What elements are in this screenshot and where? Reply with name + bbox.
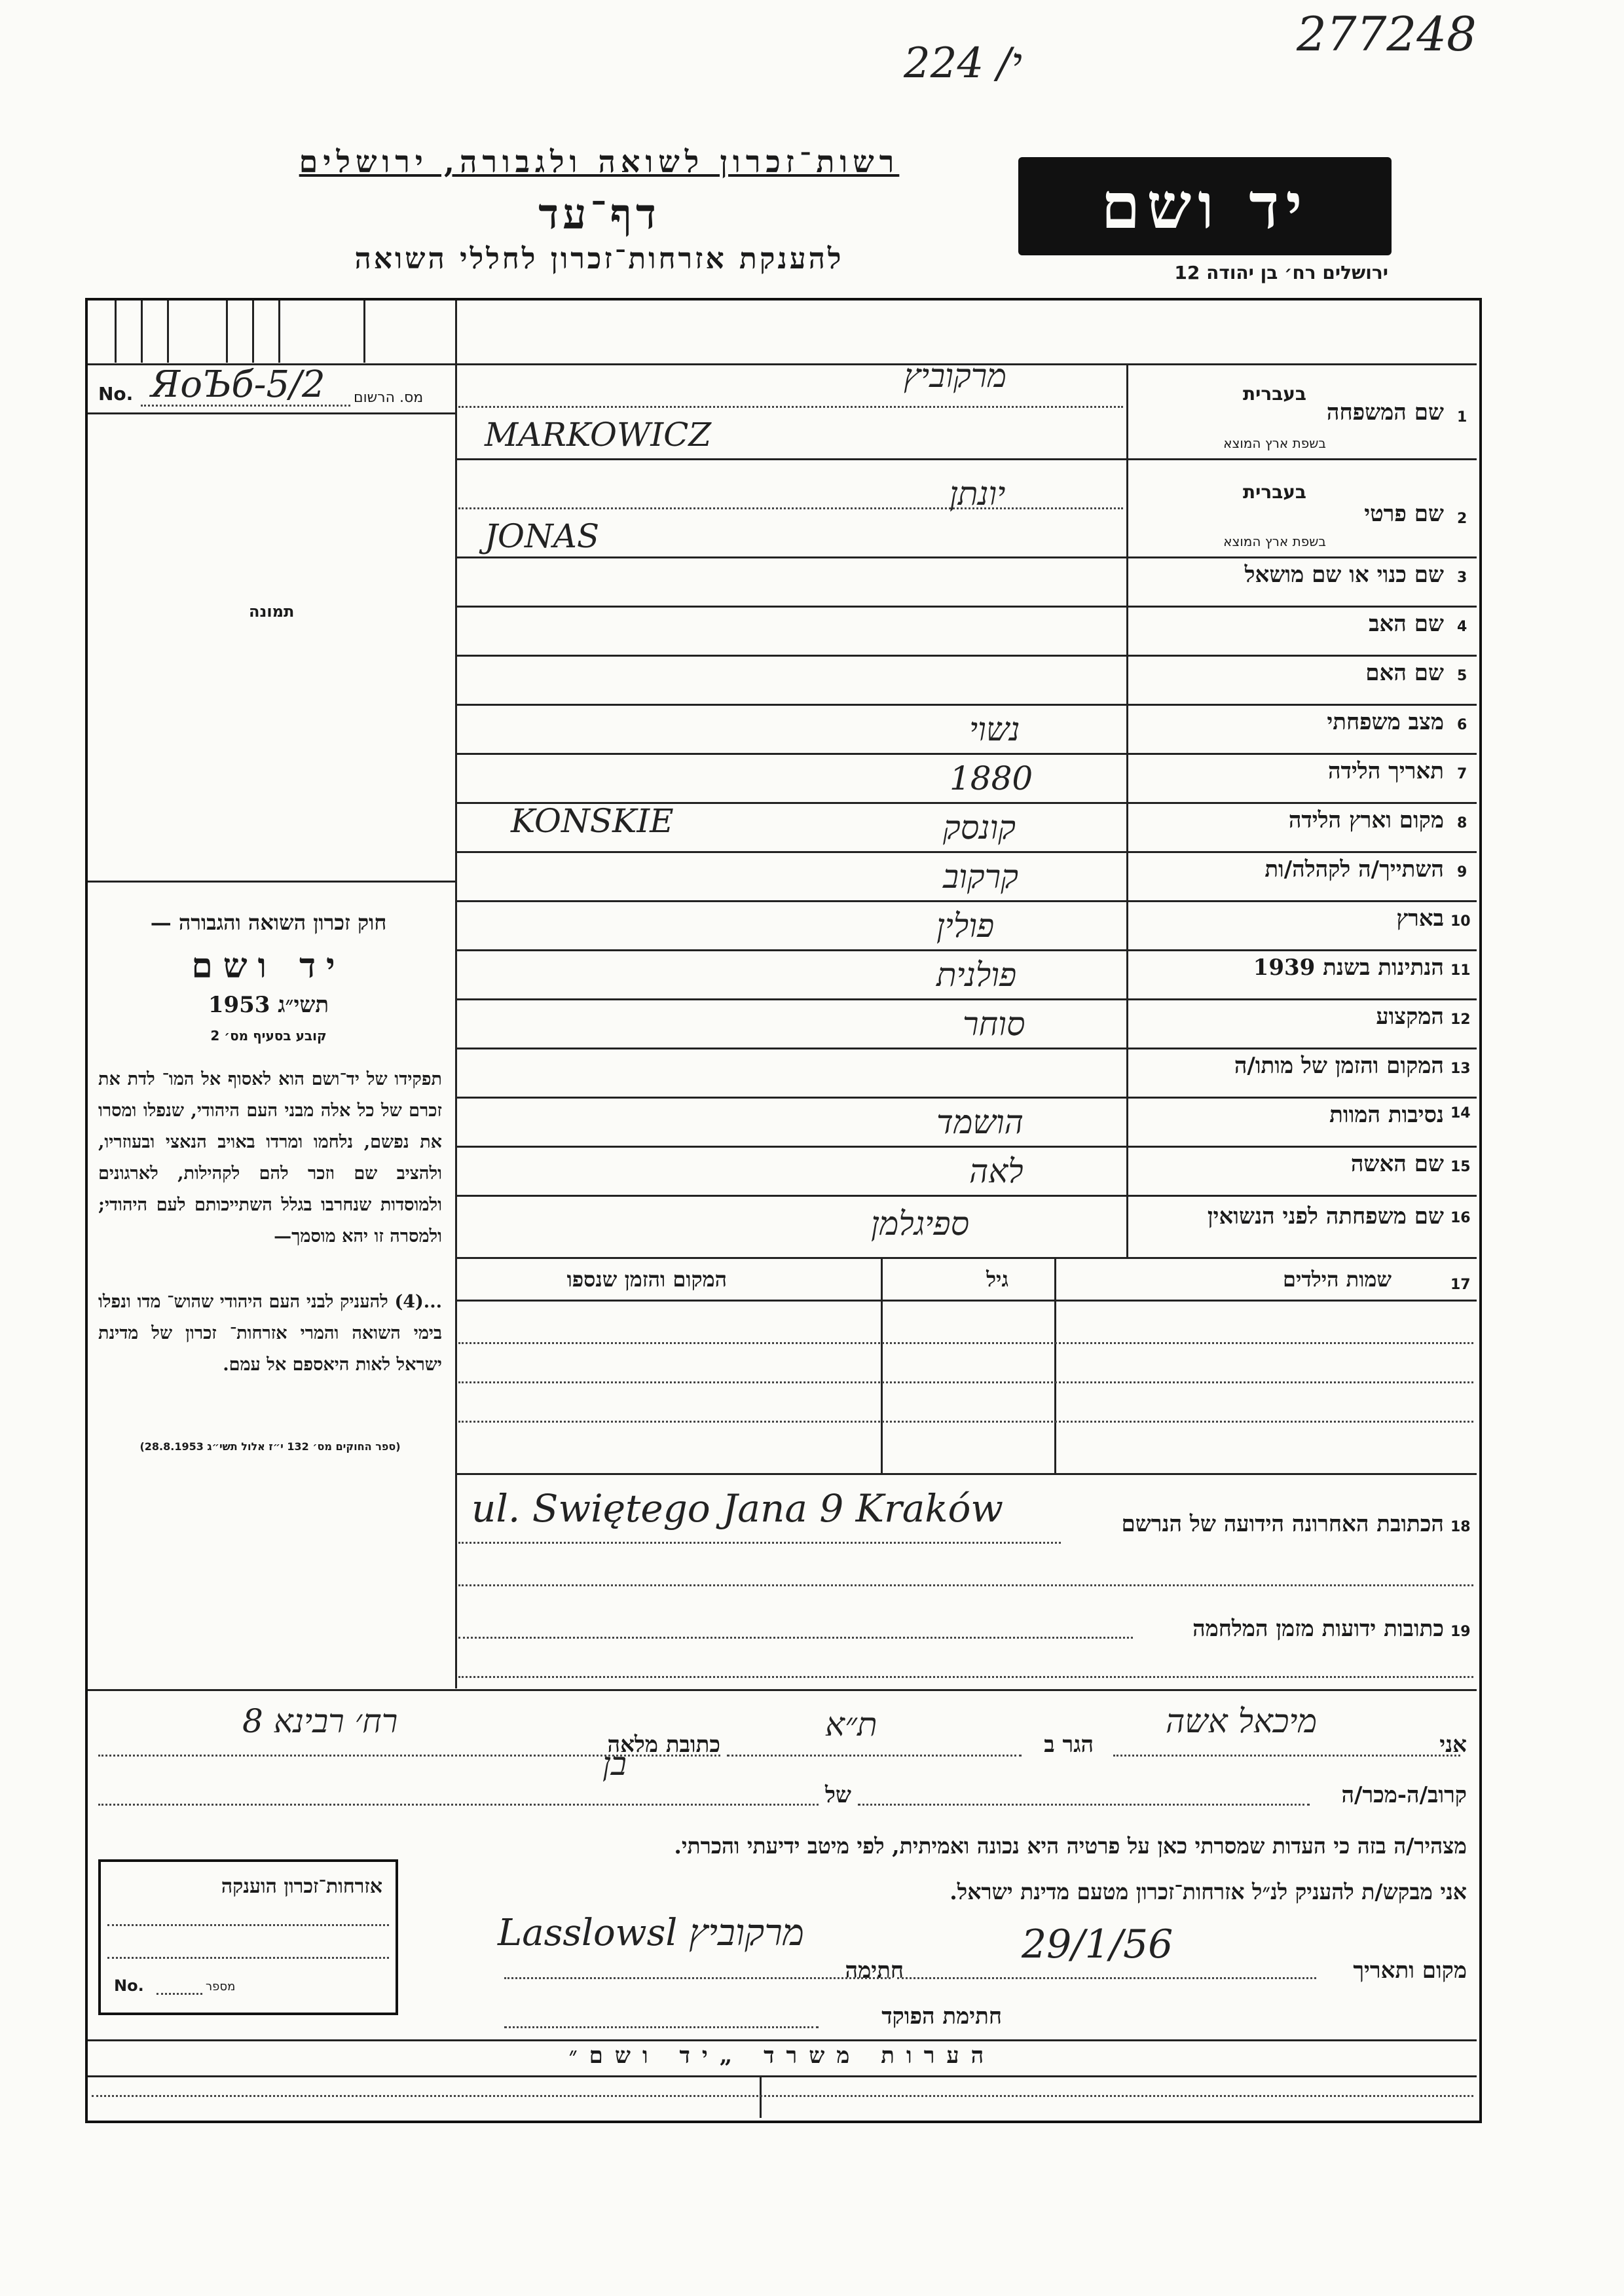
field-4-number: 4 <box>1457 619 1467 635</box>
form-subtitle: להענקת אזרחות־זכרון לחללי השואה <box>354 242 844 276</box>
field-14-value: הושמד <box>936 1103 1024 1141</box>
field-10-label: בארץ <box>1396 905 1444 932</box>
field-7-value: 1880 <box>950 759 1033 797</box>
relative-label: קרוב/ה-מכר/ה <box>1341 1782 1467 1808</box>
declarant-ani: אני <box>1439 1732 1467 1758</box>
law-source: (ספר החוקים מס׳ 132 י״ז אלול תשי״ג 28.8.1953) <box>139 1440 401 1453</box>
stamp-box-title: אזרחות־זכרון הוענקה <box>221 1875 382 1898</box>
field-2-label: שם פרטי <box>1364 501 1444 527</box>
archive-code-2: 277248 <box>1297 7 1477 62</box>
field-1-value-origin: MARKOWICZ <box>485 416 712 454</box>
field-3-number: 3 <box>1457 570 1467 586</box>
field-15-value: לאה <box>969 1152 1024 1190</box>
law-title: חוק זכרון השואה והגבורה — <box>150 910 387 935</box>
field-16-number: 16 <box>1450 1210 1471 1226</box>
citizenship-stamp-box <box>98 1859 398 2015</box>
field-5-number: 5 <box>1457 668 1467 684</box>
field-2-value-hebrew: יונתן <box>950 475 1006 513</box>
field-4-label: שם האב <box>1369 611 1444 637</box>
field-8-value: קונסק <box>943 809 1016 847</box>
field-2-sub-hebrew: בעברית <box>1242 481 1306 503</box>
declarant-city-value: ת״א <box>825 1705 877 1743</box>
field-1-sub-origin: בשפת ארץ המוצא <box>1223 435 1326 451</box>
children-col-place: המקום והזמן שנספו <box>566 1267 727 1292</box>
field-7-label: תאריך הלידה <box>1327 758 1444 784</box>
field-9-label: השתייך/ה לקהלה/ות <box>1264 856 1444 883</box>
form-title: דף־עד <box>538 190 660 239</box>
stamp-box-no-he: מספר <box>206 1980 236 1994</box>
declarant-address-value: רח׳ רבינא 8 <box>242 1702 398 1740</box>
field-7-number: 7 <box>1457 766 1467 782</box>
field-8-number: 8 <box>1457 815 1467 831</box>
field-11-label: הנתינות בשנת 1939 <box>1253 955 1444 981</box>
field-19-number: 19 <box>1450 1624 1471 1640</box>
reg-no-label-he: מס. הרשום <box>354 390 424 406</box>
field-6-number: 6 <box>1457 717 1467 733</box>
signature-label: חתימה <box>845 1958 904 1984</box>
declarant-name-value: מיכאל אשה <box>1166 1702 1318 1740</box>
declarant-resides-label: הגר ב <box>1044 1732 1094 1758</box>
field-18-number: 18 <box>1450 1519 1471 1535</box>
law-year: תשי״ג 1953 <box>208 992 329 1018</box>
declarant-address-label: כתובת מלאה <box>607 1732 720 1758</box>
field-13-label: המקום והזמן של מותו/ה <box>1234 1053 1444 1079</box>
field-16-value: ספיגלמן <box>871 1205 970 1243</box>
logo-address: ירושלים רח׳ בן יהודה 12 <box>1174 262 1388 283</box>
field-12-number: 12 <box>1450 1011 1471 1028</box>
field-19-label: כתובות ידועות מזמן המלחמה <box>1192 1616 1444 1642</box>
stamp-box-no: No. <box>114 1977 144 1995</box>
field-1-value-hebrew: מרקוביץ <box>904 357 1007 395</box>
authority-title: רשות־זכרון לשואה ולגבורה, ירושלים <box>299 144 900 179</box>
of-label: של <box>825 1782 851 1808</box>
children-col-age: גיל <box>986 1267 1008 1292</box>
field-16-label: שם משפחתה לפני הנשואין <box>1207 1203 1444 1230</box>
field-8-label: מקום וארץ הלידה <box>1288 807 1444 833</box>
field-11-value: פולנית <box>936 956 1017 994</box>
field-10-number: 10 <box>1450 913 1471 930</box>
law-text-2: ...(4) להעניק לבני העם היהודי שהוש־ מדו ונפלו בימי השואה והמרי אזרחות־ זכרון של מדינת ישראל לאות היאספם אל עמם. <box>98 1292 442 1375</box>
field-2-number: 2 <box>1457 511 1467 527</box>
field-15-number: 15 <box>1450 1159 1471 1175</box>
field-2-value-origin: JONAS <box>485 517 600 555</box>
archive-code-1: 224 /י <box>904 39 1022 88</box>
field-15-label: שם האשה <box>1350 1151 1444 1177</box>
field-12-label: המקצוע <box>1376 1004 1444 1030</box>
field-6-label: מצב משפחתי <box>1327 709 1444 735</box>
law-clause: קובע בסעיף מס׳ 2 <box>210 1028 327 1044</box>
field-14-label: נסיבות המוות <box>1329 1102 1444 1128</box>
place-date-label: מקום ותאריך <box>1353 1958 1467 1984</box>
declaration-text: מצהיר/ה בזה כי העדות שמסרתי כאן על פרטיה היא נכונה ואמיתית, לפי מיטב ידיעתי והכרתי. <box>674 1833 1467 1859</box>
field-12-value: סוחר <box>963 1005 1025 1043</box>
logo-text: יד ושם <box>1101 169 1309 243</box>
field-18-value: ul. Swiętego Jana 9 Kraków <box>471 1486 1004 1531</box>
yad-vashem-logo <box>1018 157 1392 255</box>
field-9-value: קרקוב <box>943 858 1018 896</box>
field-3-label: שם כנוי או שם מושאל <box>1244 562 1444 588</box>
field-2-sub-origin: בשפת ארץ המוצא <box>1223 534 1326 549</box>
field-10-value: פולין <box>936 907 995 945</box>
place-date-value: 29/1/56 <box>1022 1922 1173 1967</box>
field-8-value-latin: KONSKIE <box>511 802 674 840</box>
field-11-number: 11 <box>1450 962 1471 979</box>
field-13-number: 13 <box>1450 1061 1471 1077</box>
field-1-sub-hebrew: בעברית <box>1242 383 1306 405</box>
children-col-names: שמות הילדים <box>1283 1267 1392 1292</box>
field-6-value: נשוי <box>969 710 1020 748</box>
photo-label: תמונה <box>249 602 295 621</box>
field-1-number: 1 <box>1457 409 1467 426</box>
field-14-number: 14 <box>1450 1105 1471 1121</box>
reg-no-label: No. <box>98 383 134 405</box>
request-text: אני מבקש/ת להעניק לנ״ל אזרחות־זכרון מטעם מדינת ישראל. <box>950 1879 1467 1904</box>
office-remarks-title: הערות משרד „יד ושם״ <box>568 2043 996 2069</box>
law-name: יד ושם <box>191 946 346 986</box>
field-9-number: 9 <box>1457 864 1467 881</box>
field-18-label: הכתובת האחרונה הידועה של הנרשם <box>1121 1511 1444 1537</box>
field-5-label: שם האם <box>1365 660 1444 686</box>
officer-signature-label: חתימת הפוקד <box>881 2003 1002 2030</box>
reg-no-value: ЯoЪб-5/2 <box>151 363 325 406</box>
signature-value: Lasslowsl מרקוביץ <box>498 1912 804 1954</box>
field-1-label: שם המשפחה <box>1326 399 1444 426</box>
law-text-1: תפקידו של יד־ושם הוא לאסוף אל המו־ לדת את זכרם של כל אלה מבני העם היהודי, שנפלו ומסרו את נפשם, נלחמו ומרדו באויב הנאצי ובעוזריו, ולהציב שם וזכר להם לקהילות, לארגונים ולמוסדות שנחרבו בגלל השתייכותם לעם היהודי; ולמסרה זו יהא מוסמך— <box>98 1069 442 1247</box>
relative-value: בן <box>602 1745 627 1783</box>
field-17-number: 17 <box>1450 1277 1471 1293</box>
